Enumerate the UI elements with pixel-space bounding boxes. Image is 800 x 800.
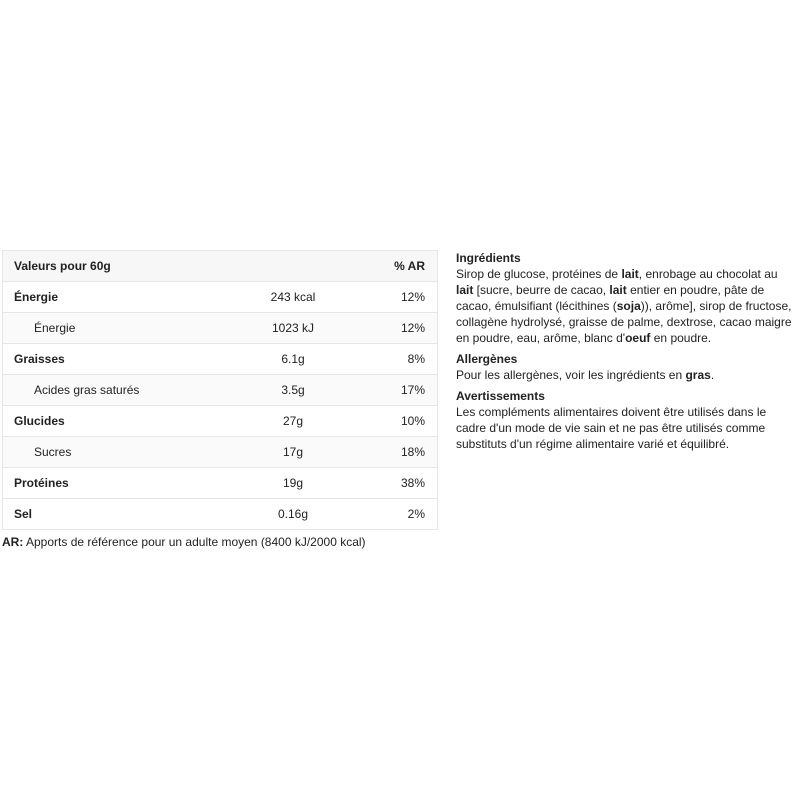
row-pct: 17% — [400, 383, 425, 397]
warnings-section — [456, 388, 798, 452]
allergens-section — [456, 351, 798, 383]
row-amount: 19g — [282, 476, 304, 490]
allergens-part-bold: gras — [685, 368, 711, 382]
ingredients-part-bold: lait — [609, 283, 627, 297]
warnings-text: Les compléments alimentaires doivent être utilisés dans le cadre d'un mode de vie sain et ne pas être utilisés comme substituts d'un régime alimentaire varié et équilibré. — [456, 405, 767, 451]
table-row — [3, 343, 437, 374]
row-amount: 27g — [282, 414, 304, 428]
row-name: Graisses — [14, 352, 65, 366]
table-row — [3, 281, 437, 312]
ingredients-part: [sucre, beurre de cacao, — [473, 283, 610, 297]
row-amount: 0.16g — [277, 507, 309, 521]
row-pct: 12% — [400, 290, 425, 304]
row-name: Sel — [14, 507, 33, 521]
row-pct: 2% — [407, 507, 425, 521]
ingredients-part: , enrobage au chocolat au — [638, 267, 778, 281]
ingredients-part-bold: lait — [456, 283, 474, 297]
row-name: Protéines — [14, 476, 69, 490]
allergens-part: Pour les allergènes, voir les ingrédients en — [456, 368, 686, 382]
row-amount: 6.1g — [281, 352, 305, 366]
footnote-label: AR: — [2, 535, 24, 549]
ingredients-part: en poudre. — [650, 331, 712, 345]
row-pct: 10% — [400, 414, 425, 428]
row-pct: 38% — [400, 476, 425, 490]
table-row — [3, 498, 437, 529]
row-amount: 1023 kJ — [271, 321, 315, 335]
allergens-part: . — [710, 368, 715, 382]
ingredients-part-bold: oeuf — [625, 331, 651, 345]
table-row — [3, 436, 437, 467]
ingredients-text — [456, 266, 798, 346]
row-name: Énergie — [34, 321, 76, 335]
product-info — [456, 250, 798, 457]
table-header — [3, 251, 437, 281]
table-row — [3, 467, 437, 498]
row-pct: 12% — [400, 321, 425, 335]
table-row — [3, 374, 437, 405]
table-row — [3, 405, 437, 436]
row-amount: 243 kcal — [270, 290, 316, 304]
table-row — [3, 312, 437, 343]
allergens-title: Allergènes — [456, 352, 518, 366]
reference-footnote — [2, 535, 366, 549]
row-pct: 8% — [407, 352, 425, 366]
nutrition-table — [2, 250, 438, 530]
allergens-text — [456, 367, 798, 383]
ingredients-section — [456, 250, 798, 346]
row-amount: 3.5g — [281, 383, 305, 397]
ingredients-part: entier en poudre, pâte de cacao, émulsifiant (lécithines ( — [456, 283, 765, 313]
header-name: Valeurs pour 60g — [14, 259, 111, 273]
warnings-title: Avertissements — [456, 389, 545, 403]
row-name: Glucides — [14, 414, 65, 428]
row-name: Sucres — [34, 445, 72, 459]
row-amount: 17g — [282, 445, 304, 459]
ingredients-part-bold: soja — [616, 299, 641, 313]
row-name: Acides gras saturés — [34, 383, 140, 397]
ingredients-title: Ingrédients — [456, 251, 521, 265]
ingredients-part: Sirop de glucose, protéines de — [456, 267, 622, 281]
ingredients-part-bold: lait — [621, 267, 639, 281]
ingredients-part: )), arôme], sirop de fructose, collagène hydrolysé, graisse de palme, dextrose, cacao maigre en poudre, eau, arôme, blanc d' — [456, 299, 792, 345]
footnote-text: Apports de référence pour un adulte moyen (8400 kJ/2000 kcal) — [26, 535, 366, 549]
row-name: Énergie — [14, 290, 59, 304]
row-pct: 18% — [400, 445, 425, 459]
header-pct: % AR — [394, 259, 425, 273]
